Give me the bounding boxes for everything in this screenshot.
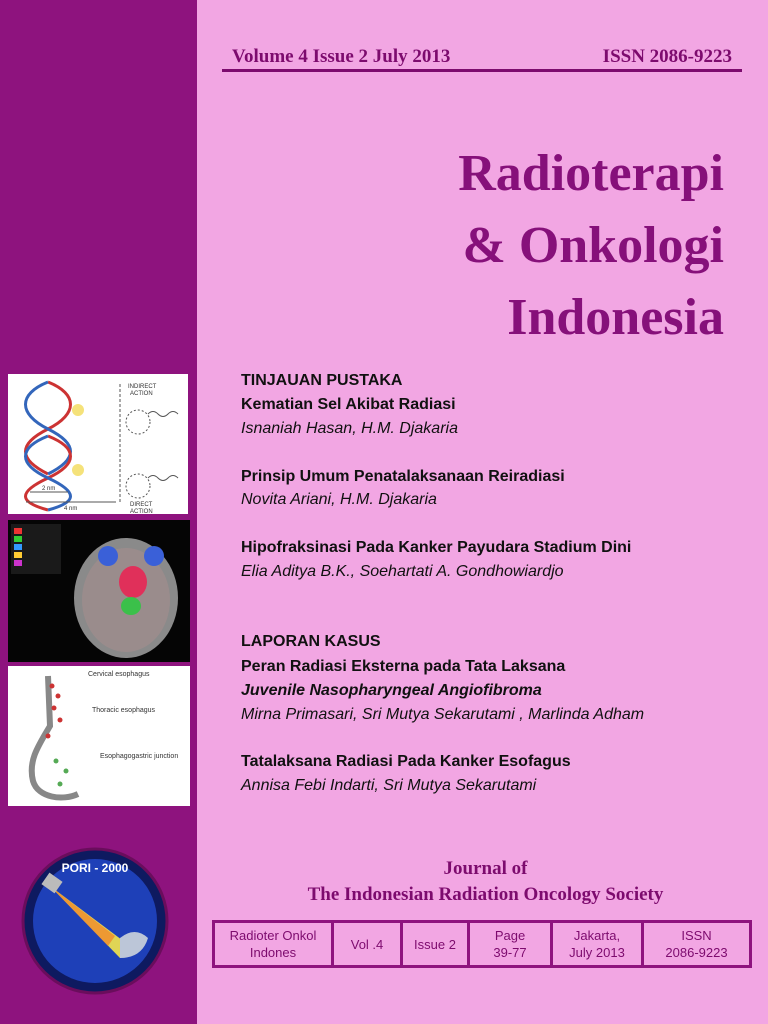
dna-label-direct: DIRECT bbox=[130, 502, 153, 508]
journal-line-1: Journal of bbox=[443, 858, 528, 879]
citation-date: July 2013 bbox=[569, 945, 625, 960]
citation-city: Jakarta, bbox=[573, 928, 621, 943]
citation-table bbox=[212, 920, 752, 968]
article-title-1: Kematian Sel Akibat Radiasi bbox=[241, 396, 456, 413]
citation-journal-line-1: Radioter Onkol bbox=[229, 928, 317, 943]
citation-issue: Issue 2 bbox=[414, 936, 456, 952]
citation-issn-label: ISSN bbox=[681, 928, 712, 943]
header-bar bbox=[224, 46, 742, 70]
citation-issn-value: 2086-9223 bbox=[665, 945, 728, 960]
header-divider bbox=[222, 69, 742, 72]
section-heading-case: LAPORAN KASUS bbox=[241, 633, 381, 650]
dna-label-2nm: 2 nm bbox=[42, 486, 56, 492]
article-authors-1: Isnaniah Hasan, H.M. Djakaria bbox=[241, 420, 458, 437]
title-line-3: Indonesia bbox=[507, 289, 724, 346]
citation-page-range: 39-77 bbox=[493, 945, 527, 960]
dna-damage-image bbox=[8, 374, 188, 514]
citation-volume: Vol .4 bbox=[350, 936, 384, 952]
citation-cell-date bbox=[553, 923, 644, 965]
title-line-1: Radioterapi bbox=[458, 145, 724, 202]
dna-label-indirect: INDIRECT bbox=[128, 384, 157, 390]
journal-society bbox=[213, 856, 758, 908]
article-title-4: Peran Radiasi Eksterna pada Tata Laksana bbox=[241, 658, 566, 675]
dna-label-action-2: ACTION bbox=[130, 509, 153, 514]
citation-page-label: Page bbox=[494, 928, 526, 943]
dna-label-action-1: ACTION bbox=[130, 391, 153, 397]
ct-scan-image bbox=[8, 520, 190, 662]
logo-text: PORI - 2000 bbox=[61, 861, 129, 875]
ct-scan-illustration bbox=[8, 520, 190, 662]
article-authors-5: Annisa Febi Indarti, Sri Mutya Sekarutami bbox=[241, 777, 537, 794]
citation-journal-line-2: Indones bbox=[249, 945, 297, 960]
issn-label: ISSN 2086-9223 bbox=[602, 46, 732, 67]
article-authors-4: Mirna Primasari, Sri Mutya Sekarutami , Marlinda Adham bbox=[241, 706, 645, 723]
journal-title bbox=[304, 138, 724, 354]
dna-label-4nm: 4 nm bbox=[64, 506, 78, 512]
citation-cell-page bbox=[470, 923, 553, 965]
article-subtitle-4: Juvenile Nasopharyngeal Angiofibroma bbox=[241, 682, 542, 699]
title-line-2: & Onkologi bbox=[462, 217, 724, 274]
volume-label: Volume 4 Issue 2 July 2013 bbox=[232, 46, 451, 67]
article-authors-3: Elia Aditya B.K., Soehartati A. Gondhowiardjo bbox=[241, 563, 564, 580]
eso-label-junction: Esophagogastric junction bbox=[100, 753, 179, 760]
dna-damage-illustration bbox=[8, 374, 188, 514]
esophagus-image bbox=[8, 666, 190, 806]
citation-cell-journal bbox=[215, 923, 334, 965]
eso-label-cervical: Cervical esophagus bbox=[88, 671, 150, 678]
pori-logo-icon bbox=[20, 846, 170, 996]
article-title-3: Hipofraksinasi Pada Kanker Payudara Stadium Dini bbox=[241, 539, 632, 556]
eso-label-thoracic: Thoracic esophagus bbox=[92, 707, 156, 714]
journal-line-2: The Indonesian Radiation Oncology Society bbox=[307, 884, 664, 905]
article-title-2: Prinsip Umum Penatalaksanaan Reiradiasi bbox=[241, 468, 565, 485]
citation-cell-volume bbox=[334, 923, 403, 965]
section-heading-review: TINJAUAN PUSTAKA bbox=[241, 372, 403, 389]
citation-cell-issue bbox=[403, 923, 470, 965]
article-title-5: Tatalaksana Radiasi Pada Kanker Esofagus bbox=[241, 753, 571, 770]
citation-cell-issn bbox=[644, 923, 749, 965]
article-authors-2: Novita Ariani, H.M. Djakaria bbox=[241, 491, 437, 508]
esophagus-illustration bbox=[8, 666, 190, 806]
pori-logo bbox=[20, 846, 170, 996]
